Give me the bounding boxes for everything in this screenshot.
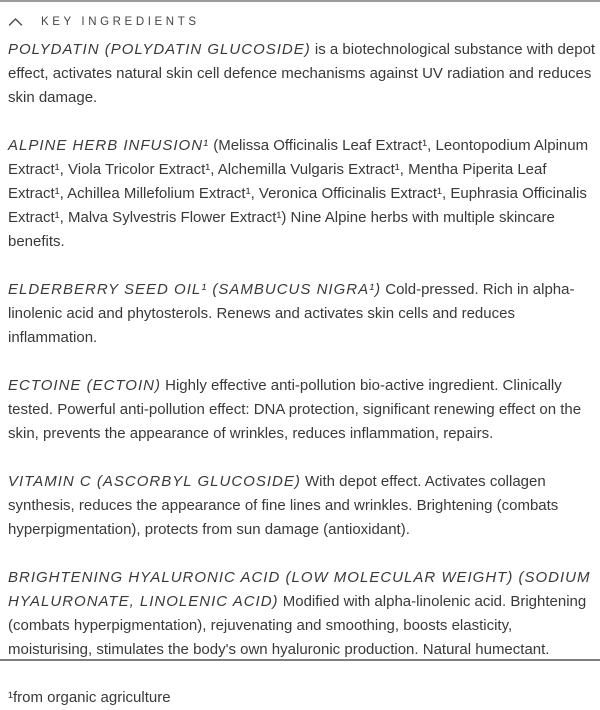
footnote: ¹from organic agriculture [8,689,171,706]
ingredient-paragraph [8,374,596,446]
ingredient-description: Cold-pressed. Rich in alpha-linolenic acid and phytosterols. Renews and activates skin cells and reduces inflammation. [8,281,575,346]
ingredient-description: Modified with alpha-linolenic acid. Brightening (combats hyperpigmentation), rejuvenating and smoothing, boosts elasticity, moisturising, stimulates the body's own hyaluronic production. Natural humectant. [8,593,587,658]
ingredient-name: POLYDATIN (POLYDATIN GLUCOSIDE) [8,41,311,58]
ingredient-name: VITAMIN C (ASCORBYL GLUCOSIDE) [8,473,301,490]
accordion-title: KEY INGREDIENTS [41,16,200,28]
ingredient-paragraph [8,38,596,110]
ingredient-description: is a biotechnological substance with depot effect, activates natural skin cell defence mechanisms against UV radiation and reduces skin damage. [8,41,596,106]
ingredient-name: ECTOINE (ECTOIN) [8,377,161,394]
ingredient-description: Highly effective anti-pollution bio-active ingredient. Clinically tested. Powerful anti-pollution effect: DNA protection, significant renewing effect on the skin, prevents the appearance of wrinkles, reduces inflammation, repairs. [8,377,582,442]
accordion-content [8,38,596,662]
ingredient-description: (Melissa Officinalis Leaf Extract¹, Leontopodium Alpinum Extract¹, Viola Tricolor Extract¹, Alchemilla Vulgaris Extract¹, Mentha Piperita Leaf Extract¹, Achillea Millefolium Extract¹, Veronica Officinalis Extract¹, Euphrasia Officinalis Extract¹, Malva Sylvestris Flower Extract¹) Nine Alpine herbs with multiple skincare benefits. [8,137,589,250]
ingredient-name: ELDERBERRY SEED OIL¹ (SAMBUCUS NIGRA¹) [8,281,382,298]
chevron-up-icon[interactable] [8,16,24,28]
ingredient-paragraph [8,278,596,350]
ingredient-name: ALPINE HERB INFUSION¹ [8,137,210,154]
ingredient-name: BRIGHTENING HYALURONIC ACID (LOW MOLECULAR WEIGHT) (SODIUM HYALURONATE, LINOLENIC ACID) [8,569,591,610]
ingredient-description: With depot effect. Activates collagen synthesis, reduces the appearance of fine lines and wrinkles. Brightening (combats hyperpigmentation), protects from sun damage (antioxidant). [8,473,559,538]
ingredient-paragraph [8,470,596,542]
ingredient-paragraph [8,134,596,254]
accordion-header[interactable] [8,12,596,32]
ingredient-paragraph [8,566,596,662]
